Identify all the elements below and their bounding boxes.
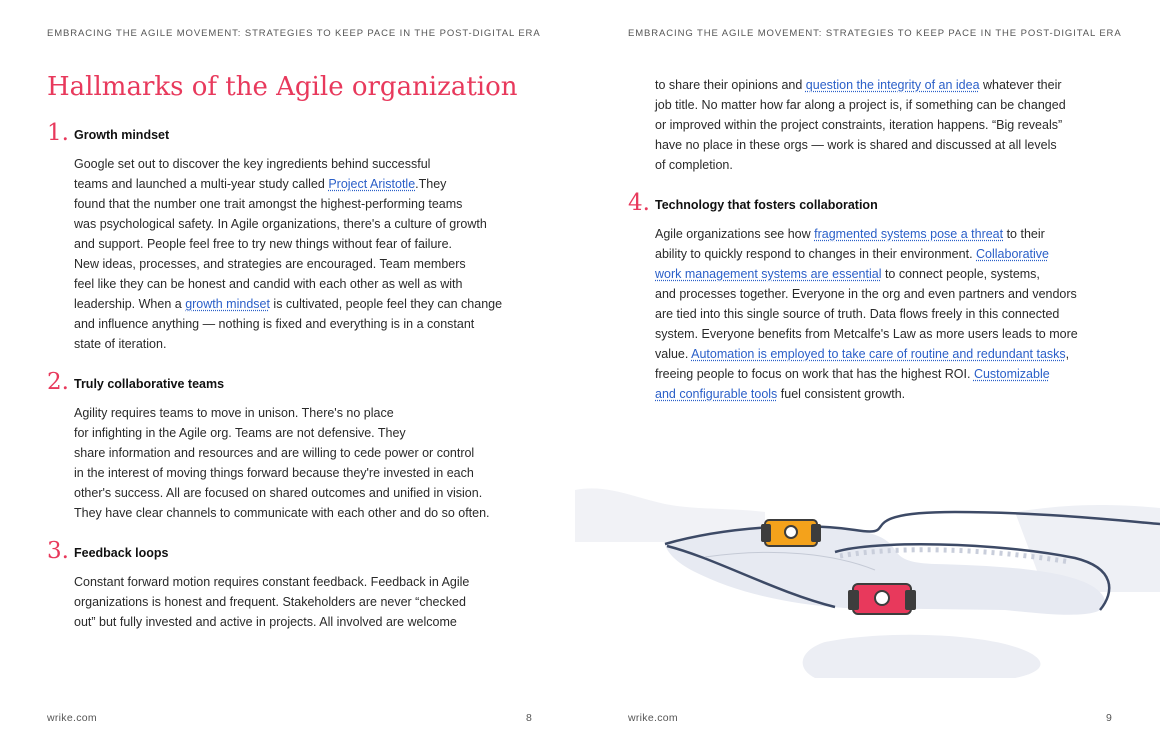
question-integrity-link[interactable]: question the integrity of an idea [805,78,980,92]
customizable-tools-link-cont[interactable]: and configurable tools [655,387,778,401]
section-2-body: Agility requires teams to move in unison. There's no place for infighting in the Agile org. Teams are not defensive. They share information and resources and are willing to cede power or control in the interest of moving things forward because they're invested in each other's success. All are focused on shared outcomes and unified in vision. They have clear channels to communicate with each other and do so often. [74,406,490,520]
fragmented-systems-link[interactable]: fragmented systems pose a threat [814,227,1004,241]
left-footer-site: wrike.com [47,712,97,724]
track-shadow [803,635,1041,678]
collaborative-work-management-link[interactable]: Collaborative [976,247,1049,261]
right-page-number: 9 [1106,712,1112,724]
section-3-heading: Feedback loops [74,546,169,560]
orange-race-car [761,520,821,546]
left-page-number: 8 [526,712,532,724]
right-page-header: EMBRACING THE AGILE MOVEMENT: STRATEGIES TO KEEP PACE IN THE POST-DIGITAL ERA [628,28,1122,39]
red-race-car [848,584,916,614]
section-1-body: Google set out to discover the key ingredients behind successful teams and launched a multi-year study called Project Aristotle.They found that the number one trait amongst the highest-performing teams was psychological safety. In Agile organizations, there's a culture of growth and support. People feel free to try new things without fear of failure. New ideas, processes, and strategies are encouraged. Team members feel like they can be honest and candid with each other as well as with leadership. When a growth mindset is cultivated, people feel they can change and influence anything — nothing is fixed and everything is in a constant state of iteration. [74,157,503,351]
race-track-illustration [575,482,1160,682]
project-aristotle-link[interactable]: Project Aristotle [328,177,416,191]
section-3-continuation: to share their opinions and question the integrity of an idea whatever their job title. No matter how far along a project is, if something can be changed or improved within the project constraints, iteration happens. “Big reveals” have no place in these orgs — work is shared and discussed at all levels of completion. [655,78,1066,172]
right-footer-site: wrike.com [628,712,678,724]
section-1-number: 1. [47,120,69,146]
collaborative-work-management-link-cont[interactable]: work management systems are essential [655,267,882,281]
section-4-body: Agile organizations see how fragmented systems pose a threat to their ability to quickly respond to changes in their environment. Collaborative work management systems are essential to connect people, systems, and processes together. Everyone in the org and even partners and vendors are tied into this single source of truth. Data flows freely in this connected system. Everyone benefits from Metcalfe's Law as more users leads to more value. Automation is employed to take care of routine and redundant tasks, freeing people to focus on work that has the highest ROI. Customizable and configurable tools fuel consistent growth. [655,227,1078,401]
left-page-header: EMBRACING THE AGILE MOVEMENT: STRATEGIES TO KEEP PACE IN THE POST-DIGITAL ERA [47,28,541,39]
customizable-tools-link[interactable]: Customizable [973,367,1050,381]
section-3-number: 3. [47,538,69,564]
page-title: Hallmarks of the Agile organization [47,72,518,102]
section-1-heading: Growth mindset [74,128,170,142]
automation-link[interactable]: Automation is employed to take care of routine and redundant tasks [691,347,1066,361]
growth-mindset-link[interactable]: growth mindset [185,297,270,311]
section-3-body: Constant forward motion requires constant feedback. Feedback in Agile organizations is honest and frequent. Stakeholders are never “checked out” but fully invested and active in projects. All involved are welcome [74,575,470,629]
section-4-number: 4. [628,190,650,216]
section-4-heading: Technology that fosters collaboration [655,198,878,212]
section-2-number: 2. [47,369,69,395]
section-2-heading: Truly collaborative teams [74,377,225,391]
